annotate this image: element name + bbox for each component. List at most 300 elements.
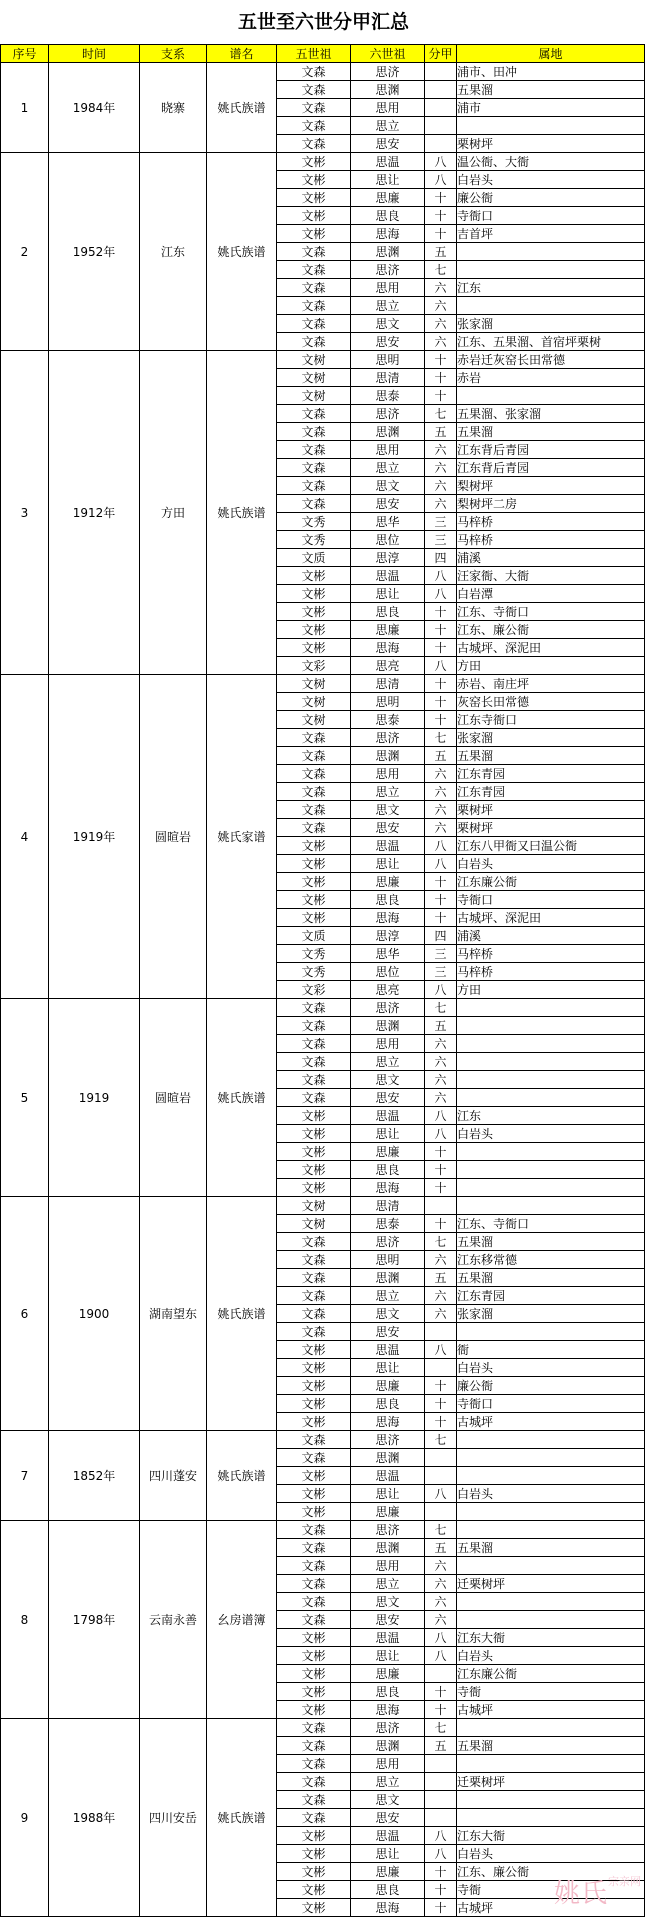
sixth-ancestor-cell: 思温 — [351, 1827, 425, 1845]
fifth-ancestor-cell: 文森 — [277, 333, 351, 351]
sixth-ancestor-cell: 思让 — [351, 585, 425, 603]
branch-jia-cell — [425, 1773, 457, 1791]
sixth-ancestor-cell: 思廉 — [351, 1503, 425, 1521]
fifth-ancestor-cell: 文森 — [277, 99, 351, 117]
branch-jia-cell: 八 — [425, 1125, 457, 1143]
location-cell: 江东 — [457, 1107, 645, 1125]
fifth-ancestor-cell: 文彬 — [277, 1845, 351, 1863]
branch-jia-cell: 六 — [425, 495, 457, 513]
branch-jia-cell: 十 — [425, 1683, 457, 1701]
location-cell: 栗树坪 — [457, 135, 645, 153]
header-row — [1, 45, 645, 63]
branch-jia-cell: 六 — [425, 1287, 457, 1305]
fifth-ancestor-cell: 文森 — [277, 1431, 351, 1449]
sixth-ancestor-cell: 思位 — [351, 531, 425, 549]
fifth-ancestor-cell: 文森 — [277, 801, 351, 819]
fifth-ancestor-cell: 文森 — [277, 423, 351, 441]
branch-jia-cell — [425, 1467, 457, 1485]
location-cell: 江东、廉公衙 — [457, 1863, 645, 1881]
branch-jia-cell: 八 — [425, 585, 457, 603]
sixth-ancestor-cell: 思廉 — [351, 873, 425, 891]
location-cell: 江东 — [457, 279, 645, 297]
fifth-ancestor-cell: 文树 — [277, 711, 351, 729]
sixth-ancestor-cell: 思用 — [351, 765, 425, 783]
location-cell — [457, 1071, 645, 1089]
location-cell: 古城坪、深泥田 — [457, 639, 645, 657]
location-cell: 古城坪 — [457, 1701, 645, 1719]
sixth-ancestor-cell: 思济 — [351, 261, 425, 279]
sixth-ancestor-cell: 思安 — [351, 1089, 425, 1107]
fifth-ancestor-cell: 文彬 — [277, 1377, 351, 1395]
group-year-cell: 1919 — [49, 999, 140, 1197]
group-number-cell: 3 — [1, 351, 49, 675]
branch-jia-cell: 五 — [425, 243, 457, 261]
group-book-cell: 姚氏族谱 — [207, 153, 277, 351]
branch-jia-cell: 十 — [425, 1899, 457, 1917]
location-cell — [457, 1035, 645, 1053]
sixth-ancestor-cell: 思泰 — [351, 387, 425, 405]
location-cell: 马梓桥 — [457, 513, 645, 531]
group-branch-cell: 圆暄岩 — [140, 999, 207, 1197]
sixth-ancestor-cell: 思淳 — [351, 927, 425, 945]
fifth-ancestor-cell: 文森 — [277, 297, 351, 315]
branch-jia-cell: 十 — [425, 693, 457, 711]
location-cell — [457, 1431, 645, 1449]
branch-jia-cell: 三 — [425, 531, 457, 549]
fifth-ancestor-cell: 文森 — [277, 477, 351, 495]
group-book-cell: 姚氏族谱 — [207, 1197, 277, 1431]
sixth-ancestor-cell: 思文 — [351, 315, 425, 333]
location-cell: 江东八甲衙又曰温公衙 — [457, 837, 645, 855]
branch-jia-cell: 十 — [425, 909, 457, 927]
fifth-ancestor-cell: 文森 — [277, 819, 351, 837]
location-cell — [457, 1719, 645, 1737]
branch-jia-cell — [425, 1503, 457, 1521]
branch-jia-cell: 十 — [425, 1161, 457, 1179]
location-cell: 赤岩 — [457, 369, 645, 387]
fifth-ancestor-cell: 文彬 — [277, 891, 351, 909]
fifth-ancestor-cell: 文彬 — [277, 1179, 351, 1197]
fifth-ancestor-cell: 文森 — [277, 117, 351, 135]
branch-jia-cell: 六 — [425, 1557, 457, 1575]
location-cell: 迁栗树坪 — [457, 1773, 645, 1791]
group-book-cell: 姚氏族谱 — [207, 1431, 277, 1521]
group-year-cell: 1852年 — [49, 1431, 140, 1521]
sixth-ancestor-cell: 思温 — [351, 837, 425, 855]
location-cell: 方田 — [457, 981, 645, 999]
branch-jia-cell: 八 — [425, 1485, 457, 1503]
header-cell: 分甲 — [425, 45, 457, 63]
location-cell: 五果溜 — [457, 747, 645, 765]
branch-jia-cell: 八 — [425, 1341, 457, 1359]
branch-jia-cell: 十 — [425, 603, 457, 621]
location-cell: 江东、廉公衙 — [457, 621, 645, 639]
fifth-ancestor-cell: 文彩 — [277, 981, 351, 999]
location-cell: 栗树坪 — [457, 819, 645, 837]
sixth-ancestor-cell: 思安 — [351, 495, 425, 513]
branch-jia-cell — [425, 1197, 457, 1215]
sixth-ancestor-cell: 思廉 — [351, 189, 425, 207]
fifth-ancestor-cell: 文森 — [277, 1521, 351, 1539]
branch-jia-cell: 六 — [425, 819, 457, 837]
branch-jia-cell: 六 — [425, 333, 457, 351]
location-cell: 梨树坪 — [457, 477, 645, 495]
fifth-ancestor-cell: 文森 — [277, 243, 351, 261]
branch-jia-cell: 十 — [425, 1215, 457, 1233]
branch-jia-cell: 六 — [425, 765, 457, 783]
location-cell — [457, 1053, 645, 1071]
sixth-ancestor-cell: 思温 — [351, 1107, 425, 1125]
sixth-ancestor-cell: 思温 — [351, 1467, 425, 1485]
fifth-ancestor-cell: 文彬 — [277, 1701, 351, 1719]
group-branch-cell: 江东 — [140, 153, 207, 351]
location-cell: 江东大衙 — [457, 1827, 645, 1845]
fifth-ancestor-cell: 文彬 — [277, 873, 351, 891]
sixth-ancestor-cell: 思济 — [351, 1431, 425, 1449]
sixth-ancestor-cell: 思清 — [351, 369, 425, 387]
branch-jia-cell: 七 — [425, 261, 457, 279]
fifth-ancestor-cell: 文彬 — [277, 1107, 351, 1125]
sixth-ancestor-cell: 思济 — [351, 999, 425, 1017]
location-cell: 衙 — [457, 1341, 645, 1359]
location-cell: 江东廉公衙 — [457, 873, 645, 891]
fifth-ancestor-cell: 文彬 — [277, 1359, 351, 1377]
branch-jia-cell: 六 — [425, 783, 457, 801]
location-cell: 五果溜 — [457, 1233, 645, 1251]
location-cell: 五果溜 — [457, 81, 645, 99]
sixth-ancestor-cell: 思用 — [351, 1557, 425, 1575]
fifth-ancestor-cell: 文森 — [277, 1755, 351, 1773]
group-branch-cell: 湖南望东 — [140, 1197, 207, 1431]
sixth-ancestor-cell: 思渊 — [351, 1017, 425, 1035]
group-number-cell: 9 — [1, 1719, 49, 1917]
fifth-ancestor-cell: 文森 — [277, 1593, 351, 1611]
branch-jia-cell: 六 — [425, 477, 457, 495]
group-book-cell: 姚氏家谱 — [207, 675, 277, 999]
branch-jia-cell: 十 — [425, 621, 457, 639]
branch-jia-cell: 十 — [425, 1143, 457, 1161]
sixth-ancestor-cell: 思海 — [351, 909, 425, 927]
branch-jia-cell — [425, 135, 457, 153]
location-cell — [457, 1755, 645, 1773]
fifth-ancestor-cell: 文森 — [277, 1287, 351, 1305]
group-year-cell: 1952年 — [49, 153, 140, 351]
branch-jia-cell — [425, 1359, 457, 1377]
sixth-ancestor-cell: 思立 — [351, 783, 425, 801]
location-cell: 白岩头 — [457, 171, 645, 189]
sixth-ancestor-cell: 思济 — [351, 63, 425, 81]
branch-jia-cell — [425, 1665, 457, 1683]
branch-jia-cell: 十 — [425, 639, 457, 657]
sixth-ancestor-cell: 思文 — [351, 1791, 425, 1809]
branch-jia-cell: 四 — [425, 927, 457, 945]
sixth-ancestor-cell: 思渊 — [351, 1269, 425, 1287]
location-cell: 白岩头 — [457, 1359, 645, 1377]
branch-jia-cell — [425, 1755, 457, 1773]
branch-jia-cell: 十 — [425, 1701, 457, 1719]
fifth-ancestor-cell: 文森 — [277, 1611, 351, 1629]
header-cell: 序号 — [1, 45, 49, 63]
header-cell: 属地 — [457, 45, 645, 63]
location-cell — [457, 1323, 645, 1341]
location-cell: 五果溜、张家溜 — [457, 405, 645, 423]
sixth-ancestor-cell: 思安 — [351, 819, 425, 837]
sixth-ancestor-cell: 思立 — [351, 117, 425, 135]
sixth-ancestor-cell: 思亮 — [351, 981, 425, 999]
group-book-cell: 幺房谱簿 — [207, 1521, 277, 1719]
sixth-ancestor-cell: 思文 — [351, 477, 425, 495]
location-cell: 江东寺衙口 — [457, 711, 645, 729]
location-cell: 古城坪 — [457, 1413, 645, 1431]
fifth-ancestor-cell: 文森 — [277, 1773, 351, 1791]
location-cell: 寺衙口 — [457, 891, 645, 909]
group-year-cell: 1984年 — [49, 63, 140, 153]
fifth-ancestor-cell: 文森 — [277, 1305, 351, 1323]
fifth-ancestor-cell: 文彩 — [277, 657, 351, 675]
table-row — [1, 999, 645, 1017]
sixth-ancestor-cell: 思良 — [351, 1161, 425, 1179]
sixth-ancestor-cell: 思华 — [351, 513, 425, 531]
group-branch-cell: 方田 — [140, 351, 207, 675]
branch-jia-cell: 十 — [425, 675, 457, 693]
fifth-ancestor-cell: 文彬 — [277, 1827, 351, 1845]
fifth-ancestor-cell: 文彬 — [277, 1341, 351, 1359]
fifth-ancestor-cell: 文彬 — [277, 1413, 351, 1431]
fifth-ancestor-cell: 文树 — [277, 369, 351, 387]
watermark-main: 姚氏 — [553, 1879, 608, 1909]
fifth-ancestor-cell: 文彬 — [277, 1485, 351, 1503]
fifth-ancestor-cell: 文树 — [277, 1197, 351, 1215]
branch-jia-cell: 十 — [425, 891, 457, 909]
fifth-ancestor-cell: 文彬 — [277, 585, 351, 603]
sixth-ancestor-cell: 思温 — [351, 567, 425, 585]
branch-jia-cell: 四 — [425, 549, 457, 567]
fifth-ancestor-cell: 文彬 — [277, 1899, 351, 1917]
sixth-ancestor-cell: 思明 — [351, 351, 425, 369]
table-row — [1, 153, 645, 171]
location-cell: 白岩潭 — [457, 585, 645, 603]
group-book-cell: 姚氏族谱 — [207, 1719, 277, 1917]
sixth-ancestor-cell: 思海 — [351, 1701, 425, 1719]
branch-jia-cell: 七 — [425, 1431, 457, 1449]
location-cell — [457, 1449, 645, 1467]
sixth-ancestor-cell: 思用 — [351, 99, 425, 117]
sixth-ancestor-cell: 思海 — [351, 639, 425, 657]
location-cell: 浦市 — [457, 99, 645, 117]
fifth-ancestor-cell: 文彬 — [277, 1647, 351, 1665]
fifth-ancestor-cell: 文彬 — [277, 207, 351, 225]
branch-jia-cell — [425, 99, 457, 117]
location-cell: 浦溪 — [457, 927, 645, 945]
branch-jia-cell: 十 — [425, 1413, 457, 1431]
branch-jia-cell: 八 — [425, 567, 457, 585]
location-cell: 栗树坪 — [457, 801, 645, 819]
branch-jia-cell: 三 — [425, 945, 457, 963]
location-cell: 五果溜 — [457, 1539, 645, 1557]
branch-jia-cell: 六 — [425, 1071, 457, 1089]
location-cell: 张家溜 — [457, 1305, 645, 1323]
branch-jia-cell: 八 — [425, 1629, 457, 1647]
branch-jia-cell — [425, 1809, 457, 1827]
branch-jia-cell: 六 — [425, 1053, 457, 1071]
location-cell — [457, 1161, 645, 1179]
branch-jia-cell: 三 — [425, 963, 457, 981]
group-book-cell: 姚氏族谱 — [207, 999, 277, 1197]
branch-jia-cell: 六 — [425, 1251, 457, 1269]
fifth-ancestor-cell: 文树 — [277, 1215, 351, 1233]
branch-jia-cell: 十 — [425, 873, 457, 891]
sixth-ancestor-cell: 思让 — [351, 1845, 425, 1863]
fifth-ancestor-cell: 文彬 — [277, 225, 351, 243]
location-cell: 温公衙、大衙 — [457, 153, 645, 171]
fifth-ancestor-cell: 文森 — [277, 765, 351, 783]
fifth-ancestor-cell: 文森 — [277, 279, 351, 297]
location-cell: 张家溜 — [457, 729, 645, 747]
fifth-ancestor-cell: 文彬 — [277, 1503, 351, 1521]
fifth-ancestor-cell: 文彬 — [277, 1881, 351, 1899]
location-cell: 赤岩、南庄坪 — [457, 675, 645, 693]
fifth-ancestor-cell: 文森 — [277, 1791, 351, 1809]
sixth-ancestor-cell: 思渊 — [351, 423, 425, 441]
sixth-ancestor-cell: 思温 — [351, 1341, 425, 1359]
branch-jia-cell: 六 — [425, 1035, 457, 1053]
sixth-ancestor-cell: 思温 — [351, 1629, 425, 1647]
location-cell: 江东廉公衙 — [457, 1665, 645, 1683]
location-cell — [457, 1197, 645, 1215]
location-cell — [457, 297, 645, 315]
sixth-ancestor-cell: 思让 — [351, 1125, 425, 1143]
sixth-ancestor-cell: 思温 — [351, 153, 425, 171]
sixth-ancestor-cell: 思廉 — [351, 1377, 425, 1395]
sixth-ancestor-cell: 思位 — [351, 963, 425, 981]
sixth-ancestor-cell: 思安 — [351, 135, 425, 153]
branch-jia-cell: 六 — [425, 459, 457, 477]
fifth-ancestor-cell: 文彬 — [277, 567, 351, 585]
sixth-ancestor-cell: 思渊 — [351, 1539, 425, 1557]
fifth-ancestor-cell: 文森 — [277, 1539, 351, 1557]
location-cell — [457, 117, 645, 135]
branch-jia-cell: 五 — [425, 1539, 457, 1557]
sixth-ancestor-cell: 思亮 — [351, 657, 425, 675]
location-cell — [457, 999, 645, 1017]
fifth-ancestor-cell: 文彬 — [277, 1629, 351, 1647]
sixth-ancestor-cell: 思立 — [351, 1773, 425, 1791]
sixth-ancestor-cell: 思用 — [351, 279, 425, 297]
location-cell: 江东、寺衙口 — [457, 1215, 645, 1233]
table-row — [1, 351, 645, 369]
branch-jia-cell: 六 — [425, 279, 457, 297]
fifth-ancestor-cell: 文彬 — [277, 621, 351, 639]
table-row — [1, 1431, 645, 1449]
group-branch-cell: 四川蓬安 — [140, 1431, 207, 1521]
fifth-ancestor-cell: 文森 — [277, 261, 351, 279]
sixth-ancestor-cell: 思廉 — [351, 621, 425, 639]
sixth-ancestor-cell: 思良 — [351, 1881, 425, 1899]
sixth-ancestor-cell: 思良 — [351, 891, 425, 909]
table-row — [1, 675, 645, 693]
location-cell: 迁栗树坪 — [457, 1575, 645, 1593]
location-cell: 浦溪 — [457, 549, 645, 567]
group-book-cell: 姚氏族谱 — [207, 63, 277, 153]
location-cell — [457, 1143, 645, 1161]
location-cell: 寺衙 — [457, 1881, 645, 1899]
fifth-ancestor-cell: 文质 — [277, 549, 351, 567]
sixth-ancestor-cell: 思渊 — [351, 81, 425, 99]
header-cell: 五世祖 — [277, 45, 351, 63]
sixth-ancestor-cell: 思立 — [351, 459, 425, 477]
branch-jia-cell: 十 — [425, 711, 457, 729]
sixth-ancestor-cell: 思济 — [351, 1719, 425, 1737]
branch-jia-cell: 六 — [425, 1593, 457, 1611]
sixth-ancestor-cell: 思明 — [351, 1251, 425, 1269]
sixth-ancestor-cell: 思良 — [351, 1395, 425, 1413]
location-cell — [457, 387, 645, 405]
branch-jia-cell: 十 — [425, 225, 457, 243]
group-number-cell: 5 — [1, 999, 49, 1197]
fifth-ancestor-cell: 文森 — [277, 747, 351, 765]
sixth-ancestor-cell: 思渊 — [351, 1737, 425, 1755]
summary-table — [0, 44, 645, 1917]
location-cell: 五果溜 — [457, 1737, 645, 1755]
branch-jia-cell: 六 — [425, 801, 457, 819]
location-cell — [457, 1017, 645, 1035]
fifth-ancestor-cell: 文彬 — [277, 1161, 351, 1179]
location-cell: 廉公衙 — [457, 1377, 645, 1395]
group-book-cell: 姚氏族谱 — [207, 351, 277, 675]
branch-jia-cell: 八 — [425, 1827, 457, 1845]
sixth-ancestor-cell: 思让 — [351, 1647, 425, 1665]
sixth-ancestor-cell: 思安 — [351, 1611, 425, 1629]
location-cell — [457, 1557, 645, 1575]
group-year-cell: 1912年 — [49, 351, 140, 675]
sixth-ancestor-cell: 思清 — [351, 675, 425, 693]
branch-jia-cell: 五 — [425, 423, 457, 441]
location-cell: 吉首坪 — [457, 225, 645, 243]
fifth-ancestor-cell: 文森 — [277, 1575, 351, 1593]
branch-jia-cell: 十 — [425, 189, 457, 207]
fifth-ancestor-cell: 文彬 — [277, 1863, 351, 1881]
location-cell: 浦市、田冲 — [457, 63, 645, 81]
sixth-ancestor-cell: 思清 — [351, 1197, 425, 1215]
fifth-ancestor-cell: 文彬 — [277, 855, 351, 873]
location-cell: 白岩头 — [457, 1845, 645, 1863]
fifth-ancestor-cell: 文森 — [277, 729, 351, 747]
sixth-ancestor-cell: 思济 — [351, 1233, 425, 1251]
branch-jia-cell: 八 — [425, 837, 457, 855]
fifth-ancestor-cell: 文森 — [277, 405, 351, 423]
location-cell — [457, 1791, 645, 1809]
header-cell: 支系 — [140, 45, 207, 63]
sixth-ancestor-cell: 思立 — [351, 1053, 425, 1071]
sixth-ancestor-cell: 思立 — [351, 297, 425, 315]
branch-jia-cell: 十 — [425, 207, 457, 225]
location-cell: 汪家衙、大衙 — [457, 567, 645, 585]
group-number-cell: 7 — [1, 1431, 49, 1521]
fifth-ancestor-cell: 文质 — [277, 927, 351, 945]
fifth-ancestor-cell: 文树 — [277, 387, 351, 405]
location-cell — [457, 1593, 645, 1611]
fifth-ancestor-cell: 文彬 — [277, 1467, 351, 1485]
fifth-ancestor-cell: 文树 — [277, 693, 351, 711]
sixth-ancestor-cell: 思渊 — [351, 1449, 425, 1467]
sixth-ancestor-cell: 思让 — [351, 171, 425, 189]
table-row — [1, 1521, 645, 1539]
sixth-ancestor-cell: 思济 — [351, 1521, 425, 1539]
fifth-ancestor-cell: 文森 — [277, 63, 351, 81]
fifth-ancestor-cell: 文森 — [277, 783, 351, 801]
fifth-ancestor-cell: 文森 — [277, 1269, 351, 1287]
sixth-ancestor-cell: 思廉 — [351, 1143, 425, 1161]
